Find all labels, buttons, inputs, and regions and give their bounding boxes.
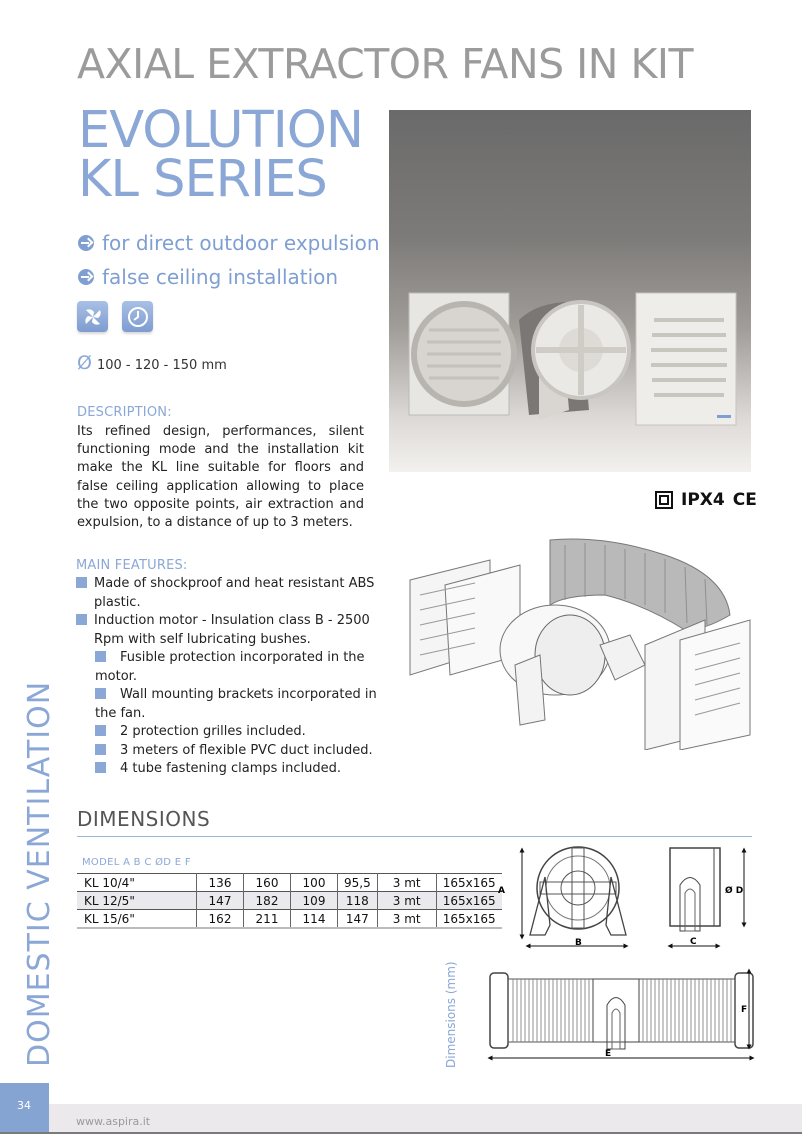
diameter-symbol: Ø	[77, 352, 92, 374]
page-number: 34	[17, 1099, 31, 1112]
model-cell: KL 10/4"	[84, 875, 135, 890]
f-cell: 165x165	[436, 892, 501, 910]
dimensions-title: DIMENSIONS	[77, 807, 211, 831]
d-cell: 118	[338, 892, 378, 910]
feature-item: 4 tube fastening clamps included.	[76, 760, 396, 779]
timer-icon	[122, 301, 153, 332]
label-b: B	[575, 938, 582, 948]
category-title: AXIAL EXTRACTOR FANS IN KIT	[77, 40, 693, 88]
square-bullet-icon	[95, 651, 106, 662]
table-row	[77, 910, 502, 929]
square-bullet-icon	[95, 744, 106, 755]
product-photo	[389, 110, 751, 472]
dimensions-table	[77, 873, 502, 929]
a-cell: 147	[197, 892, 244, 910]
e-cell: 3 mt	[377, 892, 436, 910]
feature-item: Induction motor - Insulation class B - 2500 Rpm with self lubricating bushes.	[76, 612, 396, 649]
f-cell: 165x165	[436, 910, 501, 929]
d-cell: 95,5	[338, 874, 378, 892]
label-e: E	[605, 1049, 612, 1059]
highlight-item	[78, 226, 380, 260]
feature-item: Fusible protection incorporated in the motor.	[95, 650, 365, 684]
dimensions-divider	[77, 836, 752, 837]
b-cell: 160	[244, 874, 291, 892]
series-title-line1: EVOLUTION	[78, 101, 364, 160]
arrow-right-circle-icon	[78, 235, 94, 251]
main-features-heading: MAIN FEATURES:	[76, 558, 188, 573]
feature-item: Made of shockproof and heat resistant ABS plastic.	[76, 575, 396, 612]
d-cell: 147	[338, 910, 378, 929]
fan-icon	[77, 301, 108, 332]
highlight-text: for direct outdoor expulsion	[102, 231, 380, 255]
e-cell: 3 mt	[377, 910, 436, 929]
highlight-item	[78, 260, 380, 294]
series-title-line2: KL SERIES	[78, 150, 327, 209]
f-cell: 165x165	[436, 874, 501, 892]
series-title	[78, 101, 364, 209]
dimensions-unit-label: Dimensions (mm)	[444, 961, 458, 1068]
feature-item: 3 meters of flexible PVC duct included.	[76, 742, 396, 761]
highlight-list	[78, 226, 380, 294]
description-heading: DESCRIPTION:	[77, 405, 172, 420]
b-cell: 182	[244, 892, 291, 910]
certifications	[655, 490, 757, 510]
square-bullet-icon	[95, 688, 106, 699]
square-bullet-icon	[95, 762, 106, 773]
c-cell: 100	[291, 874, 338, 892]
square-bullet-icon	[76, 614, 87, 625]
e-cell: 3 mt	[377, 874, 436, 892]
main-features-list	[76, 575, 396, 779]
a-cell: 136	[197, 874, 244, 892]
c-cell: 114	[291, 910, 338, 929]
ip-rating: IPX4	[681, 490, 725, 510]
square-bullet-icon	[95, 725, 106, 736]
feature-icons	[77, 301, 153, 332]
double-insulation-icon	[655, 491, 673, 509]
c-cell: 109	[291, 892, 338, 910]
technical-drawing-top	[485, 965, 755, 1065]
b-cell: 211	[244, 910, 291, 929]
table-row	[77, 874, 502, 892]
technical-drawing-front-side	[490, 845, 760, 955]
description-body: Its refined design, performances, silent functioning mode and the installation kit make the KL line suitable for floors and false ceiling application allowing to place the two opposite points, air extraction and expulsion, to a distance of up to 3 meters.	[77, 424, 364, 531]
ce-mark: CE	[732, 490, 757, 510]
a-cell: 162	[197, 910, 244, 929]
label-d: Ø D	[725, 886, 744, 896]
diameter-values: 100 - 120 - 150 mm	[96, 358, 227, 373]
diameter-range	[77, 352, 227, 374]
feature-item: 2 protection grilles included.	[76, 723, 396, 742]
dimensions-table-header: MODEL A B C ØD E F	[82, 857, 191, 868]
feature-item: Wall mounting brackets incorporated in the fan.	[95, 687, 377, 721]
section-side-label: DOMESTIC VENTILATION	[22, 680, 57, 1067]
footer-url[interactable]: www.aspira.it	[76, 1115, 151, 1128]
table-row	[77, 892, 502, 910]
highlight-text: false ceiling installation	[102, 265, 339, 289]
label-c: C	[690, 937, 697, 947]
square-bullet-icon	[76, 577, 87, 588]
model-cell: KL 12/5"	[84, 893, 135, 908]
label-f: F	[741, 1005, 748, 1015]
exploded-kit-drawing	[405, 535, 800, 750]
model-cell: KL 15/6"	[84, 911, 135, 926]
footer-band	[49, 1104, 802, 1134]
arrow-right-circle-icon	[78, 269, 94, 285]
label-a: A	[498, 886, 505, 896]
